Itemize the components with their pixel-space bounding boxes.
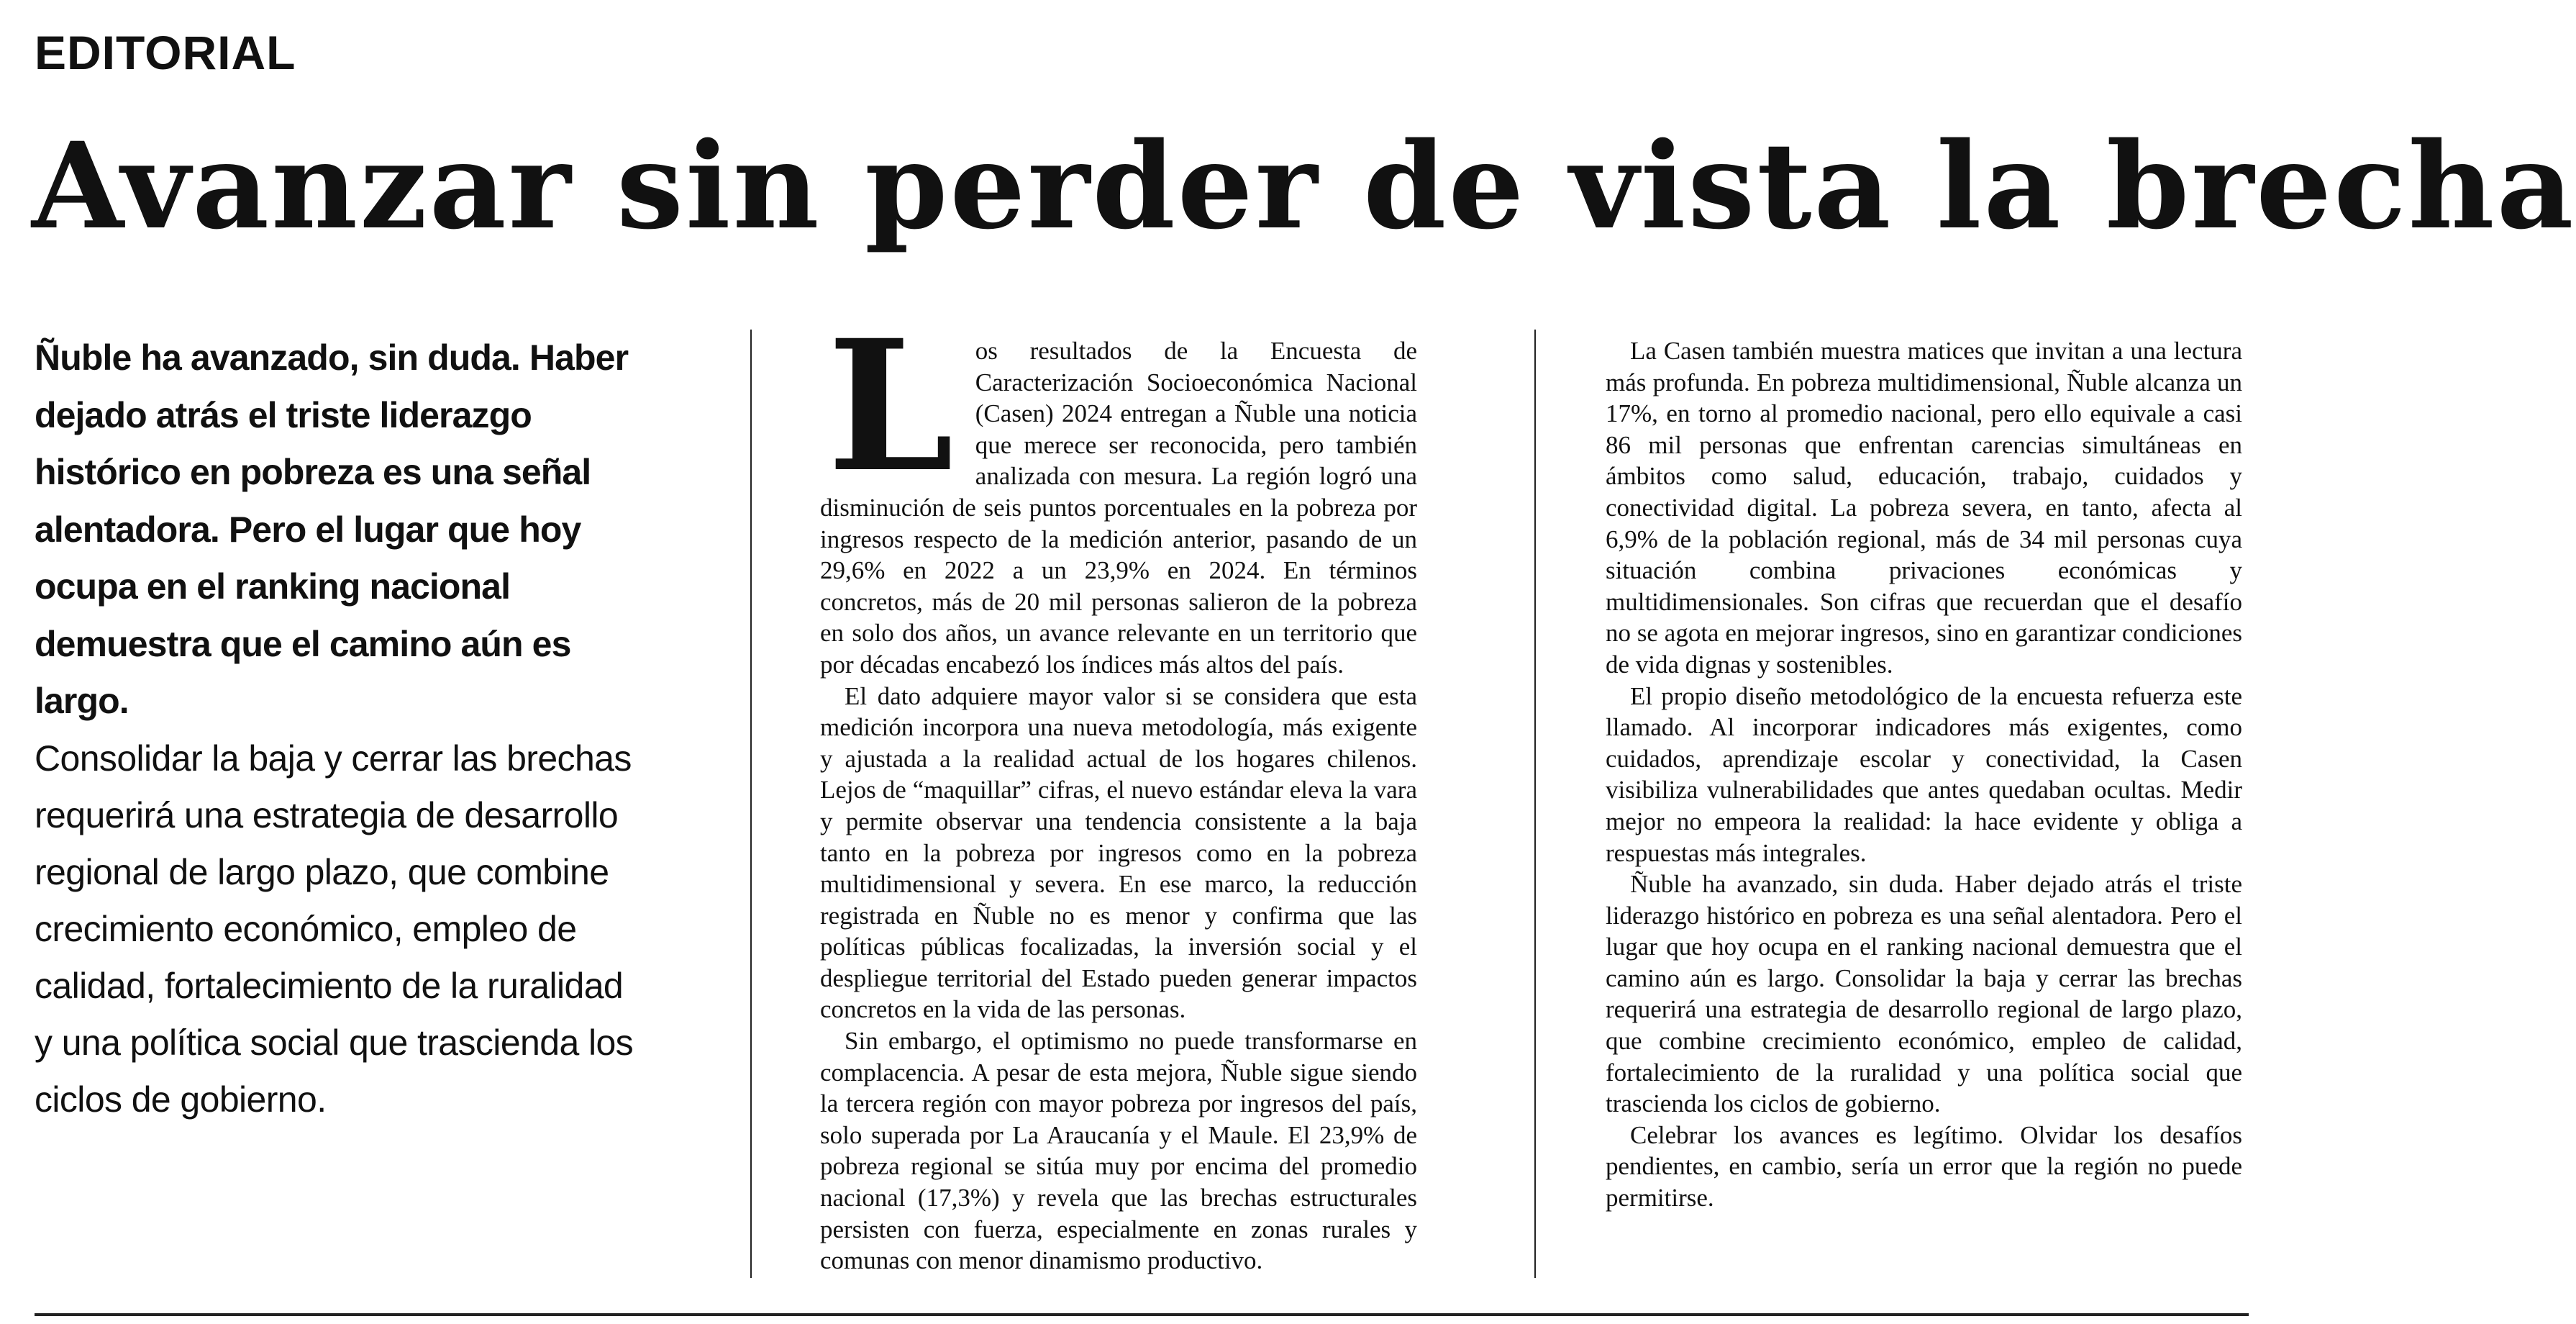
body-paragraph: El propio diseño metodológico de la encuesta refuerza este llamado. Al incorporar indicadores más exigentes, como cuidados, aprendizaje escolar y conectividad, la Casen visibiliza vulnerabilidades que antes quedaban ocultas. Medir mejor no empeora la realidad: la hace evidente y obliga a respuestas más integrales. bbox=[1606, 681, 2242, 867]
dropcap: L bbox=[827, 300, 954, 512]
body-paragraph: El dato adquiere mayor valor si se considera que esta medición incorpora una nueva metodología, más exigente y ajustada a la realidad actual de los hogares chilenos. Lejos de “maquillar” cifras, el nuevo estándar eleva la vara y permite observar una tendencia consistente a la baja tanto en la pobreza por ingresos como en la pobreza multidimensional y severa. En ese marco, la reducción registrada en Ñuble no es menor y confirma que las políticas públicas focalizadas, la inversión social y el despliegue territorial del Estado pueden generar impactos concretos en la vida de las personas. bbox=[820, 681, 1417, 1024]
column-rule-right bbox=[1534, 330, 1536, 1278]
body-paragraph: Celebrar los avances es legítimo. Olvidar los desafíos pendientes, en cambio, sería un error que la región no puede permitirse. bbox=[1606, 1120, 2242, 1212]
body-paragraph: Sin embargo, el optimismo no puede transformarse en complacencia. A pesar de esta mejora, Ñuble sigue siendo la tercera región con mayor pobreza por ingresos del país, solo superada por La Araucanía y el Maule. El 23,9% de pobreza regional se sitúa muy por encima del promedio nacional (17,3%) y revela que las brechas estructurales persisten con fuerza, especialmente en zonas rurales y comunas con menor dinamismo productivo. bbox=[820, 1027, 1417, 1275]
column-rule-left bbox=[750, 330, 752, 1278]
body-column-middle bbox=[820, 300, 1417, 1277]
body-paragraph: os resultados de la Encuesta de Caracterización Socioeconómica Nacional (Casen) 2024 entregan a Ñuble una noticia que merece ser reconocida, pero también analizada con mesura. La región logró una disminución de seis puntos porcentuales en la pobreza por ingresos respecto de la medición anterior, pasando de un 29,6% en 2022 a un 23,9% en 2024. En términos concretos, más de 20 mil personas salieron de la pobreza en solo dos años, un avance relevante en un territorio que por décadas encabezó los índices más altos del país. bbox=[820, 337, 1417, 679]
lead-bold-text: Ñuble ha avanzado, sin duda. Haber dejado atrás el triste liderazgo histórico en pobreza es una señal alentadora. Pero el lugar que hoy ocupa en el ranking nacional demuestra que el camino aún es largo. bbox=[35, 337, 629, 721]
headline: Avanzar sin perder de vista la brecha bbox=[32, 116, 2576, 255]
section-label: EDITORIAL bbox=[35, 26, 296, 79]
lead-regular-text: Consolidar la baja y cerrar las brechas requerirá una estrategia de desarrollo regional de largo plazo, que combine crecimiento económico, empleo de calidad, fortalecimiento de la ruralidad y una política social que trascienda los ciclos de gobierno. bbox=[35, 738, 634, 1120]
body-column-right bbox=[1606, 335, 2242, 1214]
body-paragraph: Ñuble ha avanzado, sin duda. Haber dejado atrás el triste liderazgo histórico en pobreza es una señal alentadora. Pero el lugar que hoy ocupa en el ranking nacional demuestra que el camino aún es largo. Consolidar la baja y cerrar las brechas requerirá una estrategia de desarrollo regional de largo plazo, que combine crecimiento económico, empleo de calidad, fortalecimiento de la ruralidad y una política social que trascienda los ciclos de gobierno. bbox=[1606, 870, 2242, 1118]
bottom-rule bbox=[35, 1313, 2249, 1316]
body-paragraph: La Casen también muestra matices que invitan a una lectura más profunda. En pobreza multidimensional, Ñuble alcanza un 17%, en torno al promedio nacional, pero ello equivale a casi 86 mil personas que enfrentan carencias simultáneas en ámbitos como salud, educación, trabajo, cuidados y conectividad digital. La pobreza severa, en tanto, afecta al 6,9% de la población regional, más de 34 mil personas cuya situación combina privaciones económicas y multidimensionales. Son cifras que recuerdan que el desafío no se agota en mejorar ingresos, sino en garantizar condiciones de vida dignas y sostenibles. bbox=[1606, 337, 2242, 679]
lead-column bbox=[35, 330, 646, 1128]
